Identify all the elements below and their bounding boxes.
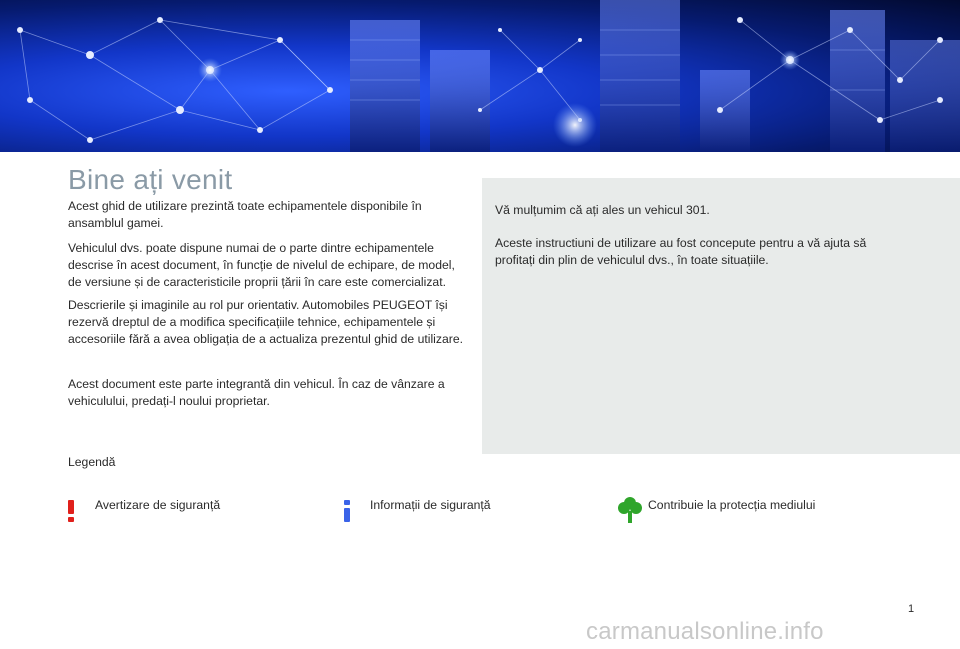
legend-label-info: Informații de siguranță: [370, 498, 491, 512]
info-icon: [340, 498, 354, 524]
intro-paragraph-2: Vehiculul dvs. poate dispune numai de o parte dintre echipamentele descrise în acest document, în funcție de nivelul de echipare, de model, de versiune și de caracteristicile proprii țării în care este comercializat.: [68, 241, 455, 289]
intro-paragraph-4: Acest document este parte integrantă din vehicul. În caz de vânzare a vehiculului, predați-l noului proprietar.: [68, 377, 445, 408]
exclamation-icon: [64, 498, 78, 524]
panel-paragraph-1: Vă mulțumim că ați ales un vehicul 301.: [495, 203, 710, 217]
legend-label-environment: Contribuie la protecția mediului: [648, 498, 816, 512]
legend-label-warning: Avertizare de siguranță: [95, 498, 221, 512]
intro-paragraph-1: Acest ghid de utilizare prezintă toate echipamentele disponibile în ansamblul gamei.: [68, 199, 422, 230]
intro-paragraph-3: Descrierile și imaginile au rol pur orientativ. Automobiles PEUGEOT își rezervă dreptul de a modifica specificațiile tehnice, echipamentele și accesoriile fără a avea obligația de a actualiza prezentul ghid de utilizare.: [68, 298, 463, 346]
watermark-text: carmanualsonline.info: [586, 618, 824, 645]
thank-you-panel: [482, 178, 960, 454]
tree-icon: [618, 496, 642, 524]
network-city-banner: [0, 0, 960, 152]
page-number: 1: [908, 603, 915, 615]
panel-paragraph-2: Aceste instructiuni de utilizare au fost concepute pentru a vă ajuta să profitați din plin de vehiculul dvs., în toate situațiile.: [495, 236, 867, 267]
page-title: Bine ați venit: [68, 164, 233, 195]
legend-title: Legendă: [68, 455, 116, 469]
header-banner-image: [0, 0, 960, 152]
